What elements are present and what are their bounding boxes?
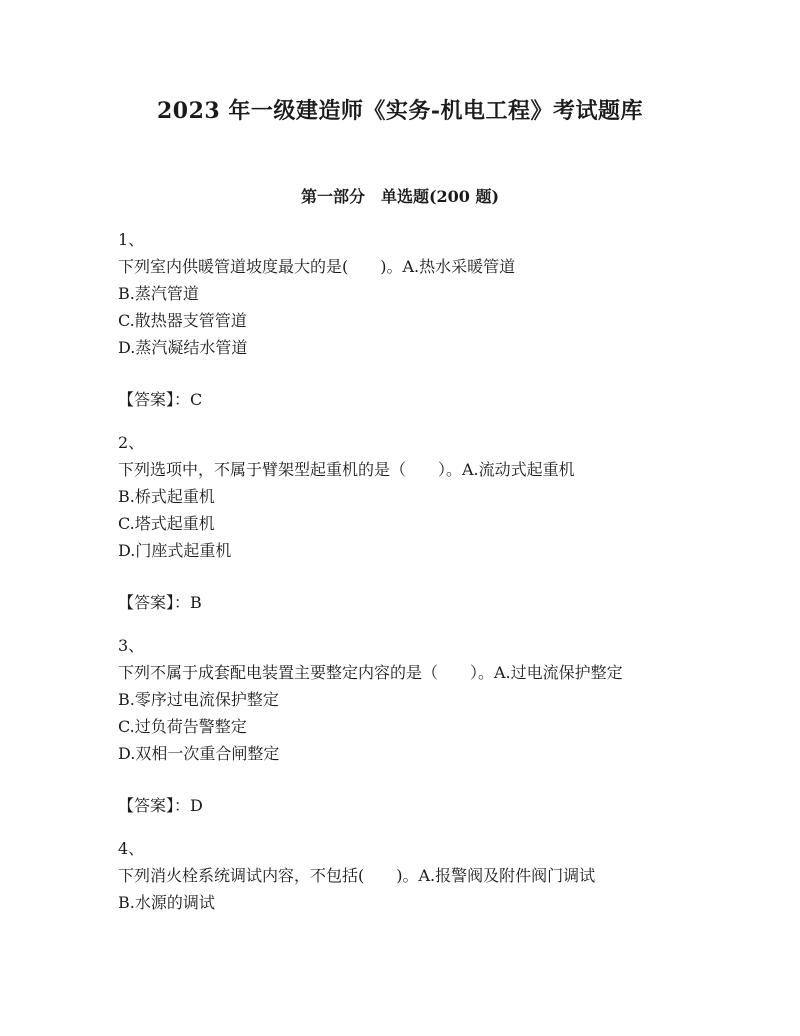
option-c: C.过负荷告警整定 [118, 717, 247, 736]
question-list [118, 226, 688, 916]
question-number: 3、 [118, 636, 145, 655]
document-title: 2023 年一级建造师《实务-机电工程》考试题库 [156, 98, 644, 124]
option-d: D.门座式起重机 [118, 541, 232, 560]
option-b: B.零序过电流保护整定 [118, 690, 279, 709]
option-d: D.双相一次重合闸整定 [118, 744, 280, 763]
question-stem: 下列选项中，不属于臂架型起重机的是（ ）。A.流动式起重机 [118, 460, 575, 479]
question-stem: 下列不属于成套配电装置主要整定内容的是（ ）。A.过电流保护整定 [118, 663, 623, 682]
answer-line: 【答案】：B [118, 593, 202, 612]
question-number: 2、 [118, 433, 145, 452]
question-2 [118, 429, 688, 616]
question-number: 4、 [118, 839, 145, 858]
question-1 [118, 226, 688, 413]
question-stem: 下列消火栓系统调试内容，不包括( )。A.报警阀及附件阀门调试 [118, 866, 596, 885]
option-c: C.散热器支管管道 [118, 311, 247, 330]
question-4 [118, 835, 688, 916]
option-d: D.蒸汽凝结水管道 [118, 338, 248, 357]
question-3 [118, 632, 688, 819]
answer-line: 【答案】：D [118, 796, 203, 815]
question-number: 1、 [118, 230, 145, 249]
option-b: B.蒸汽管道 [118, 284, 199, 303]
option-b: B.桥式起重机 [118, 487, 215, 506]
question-stem: 下列室内供暖管道坡度最大的是( )。A.热水采暖管道 [118, 257, 516, 276]
section-title: 第一部分 单选题(200 题) [300, 187, 500, 206]
option-b: B.水源的调试 [118, 893, 215, 912]
option-c: C.塔式起重机 [118, 514, 215, 533]
answer-line: 【答案】：C [118, 390, 203, 409]
